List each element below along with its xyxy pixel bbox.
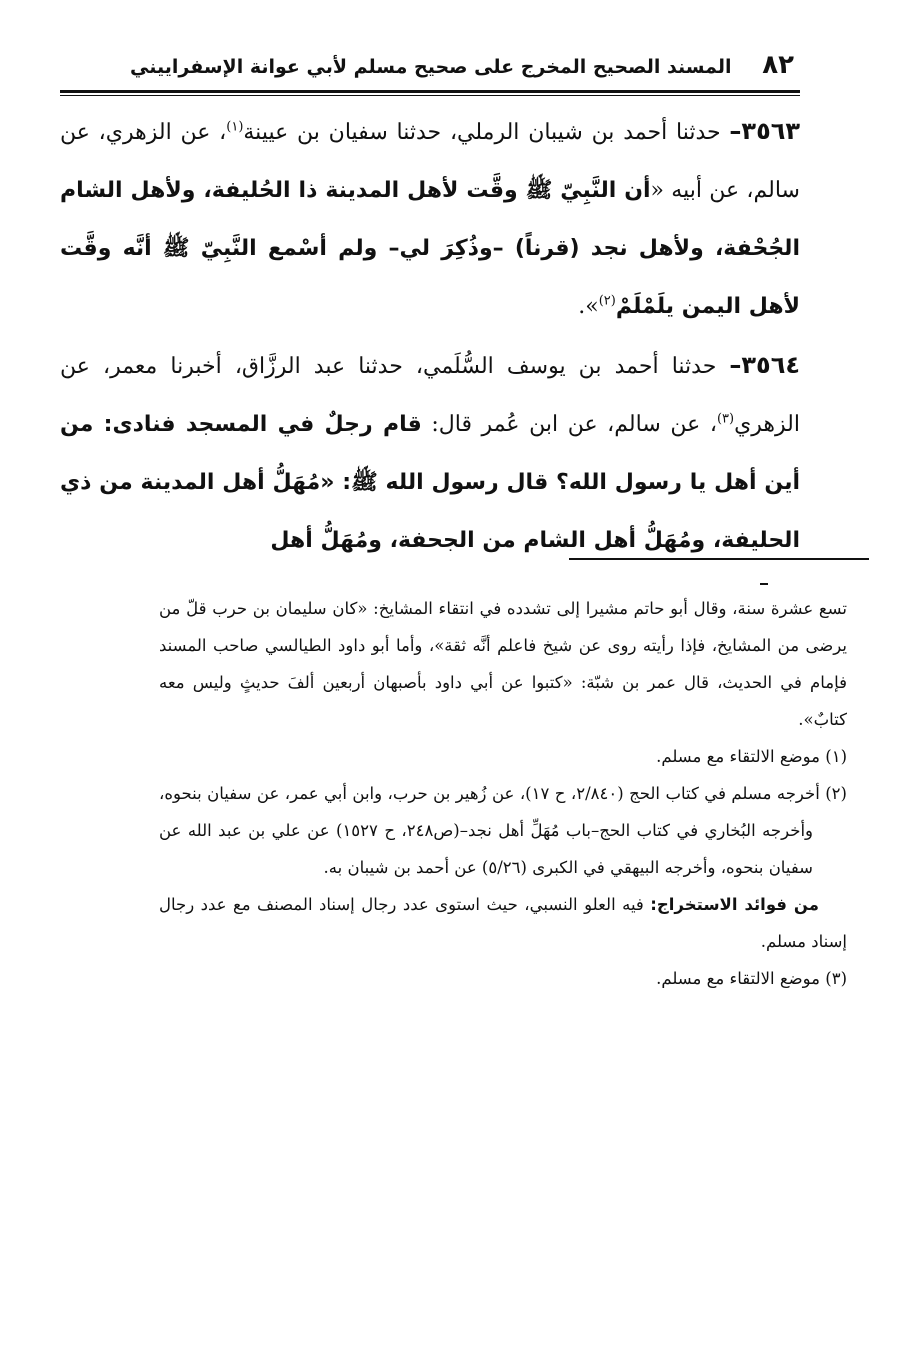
page-content [60,50,800,570]
hadith-3564 [60,336,800,570]
main-text [60,102,800,570]
hadith-number: ٣٥٦٣– [729,117,801,145]
page-number: ٨٢ [762,50,794,80]
hadith-isnad: حدثنا أحمد بن يوسف السُّلَمي، حدثنا عبد الرزَّاق، أخبرنا معمر، عن الزهري [60,354,800,437]
hadith-end: ». [578,294,599,319]
footnote-2: (٢) أخرجه مسلم في كتاب الحج (٢/٨٤٠، ح ١٧)، عن زُهير بن حرب، وابن أبي عمر، عن سفيان بنحوه، وأخرجه البُخاري في كتاب الحج–باب مُهَلِّ أهل نجد–(ص٢٤٨، ح ١٥٢٧) عن علي بن عبد الله عن سفيان بنحوه، وأخرجه البيهقي في الكبرى (٥/٢٦) عن أحمد بن شيبان به. [159,784,847,877]
footnote-ref: (٢) [598,293,616,309]
footnote-3: (٣) موضع الالتقاء مع مسلم. [656,969,847,988]
hadith-isnad-cont: ، عن سالم، عن ابن عُمر قال: [421,412,717,437]
footnote-1: (١) موضع الالتقاء مع مسلم. [656,747,847,766]
footnote-ref: (٣) [716,411,735,427]
footnote-ref: (١) [226,119,244,135]
footnote-continuation: تسع عشرة سنة، وقال أبو حاتم مشيرا إلى تشدده في انتقاء المشايخ: «كان سليمان بن حرب قلّ من يرضى من المشايخ، فإذا رأيته روى عن شيخ فاعلم أنَّه ثقة»، وأما أبو داود الطيالسي صاحب المسند فإمام في الحديث، قال عمر بن شبّة: «كتبوا عن أبي داود بأصبهان أربعين ألفَ حديثٍ وليس معه كتابٌ». [159,599,847,729]
hadith-3563 [60,102,800,336]
footnote-benefit [159,886,847,960]
footnotes [159,590,847,997]
running-title: المسند الصحيح المخرج على صحيح مسلم لأبي عوانة الإسفراييني [130,56,732,78]
hadith-matn: أن النَّبِيّ ﷺ وقَّت لأهل المدينة ذا الحُليفة، ولأهل الشام الجُحْفة، ولأهل نجد (قرناً) –وذُكِرَ لي– ولم أسْمع النَّبِيّ ﷺ أنَّه وقَّت لأهل اليمن يلَمْلَمْ [60,178,800,319]
benefit-label: من فوائد الاستخراج: [650,895,819,914]
hadith-number: ٣٥٦٤– [729,351,800,379]
hadith-isnad-cont: ، عن الزهري، عن سالم، عن أبيه « [60,120,800,203]
header-rule [60,90,800,96]
benefit-text: فيه العلو النسبي، حيث استوى عدد رجال إسناد المصنف مع عدد رجال إسناد مسلم. [159,895,847,951]
hadith-isnad: حدثنا أحمد بن شيبان الرملي، حدثنا سفيان بن عيينة [243,120,730,145]
footnote-rule [569,558,869,560]
footnote-separator [569,558,869,560]
hadith-matn: قام رجلٌ في المسجد فنادى: من أين أهل يا رسول الله؟ قال رسول الله ﷺ: «مُهَلُّ أهل المدينة من ذي الحليفة، ومُهَلُّ أهل الشام من الجحفة، ومُهَلُّ أهل [60,412,800,553]
page-header [60,50,800,90]
scan-mark [760,583,768,585]
